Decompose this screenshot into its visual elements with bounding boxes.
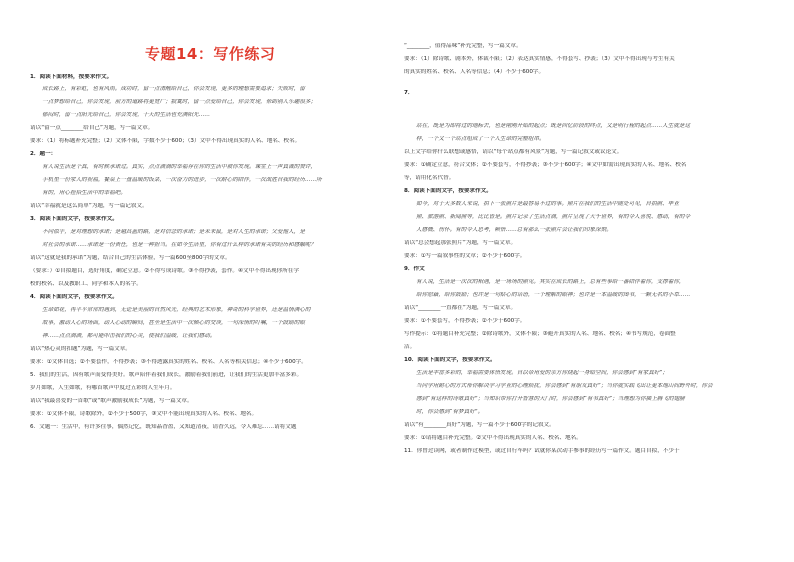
text-line: 2．题一：	[30, 151, 57, 157]
text-line: 要求：①写一篇叙事性的文章；②不少于600字。	[404, 253, 526, 259]
text-line: 照、旅游照、新闻照等，比比皆是。照片记录了生活点滴，照片呈现了大千世界，有的令人喜悦、感动，有的令	[416, 214, 691, 220]
text-line: 请以“幸福就是这么简单”为题，写一篇记叙文。	[30, 203, 148, 209]
text-line: 岁月如歌，人生如歌，有哪首歌声中度过五彩的人生年月。	[30, 385, 176, 391]
text-line: 故事，激动人心的场面，动人心动的瞬间，甚至是生活中一次倾心的交谈，一句深情的叮嘱，一个鼓励的眼	[42, 320, 305, 326]
text-line: 要求：①不要套写，不得抄袭；②不少于600字。	[404, 318, 526, 324]
text-line: 请以“这就是我的承诺”为题，结合自己的生活体验，写一篇600至800字的文章。	[30, 255, 231, 261]
text-line: 以上文字给你什么联想或感悟，请以“每个站点都有风景”为题，写一篇记叙文或议论文。	[404, 149, 623, 155]
text-line: 4．阅读下面的文字，按要求作文。	[30, 294, 118, 300]
text-line: 郁闷时，留一点阳光给自己，你会发现，干天的生活也充满阳光……	[42, 112, 210, 118]
text-line: 神……点点滴滴，都可能叩击我们的心灵，使我们温暖，让我们感动。	[42, 333, 216, 339]
text-line: 校的校名、以及教职工、同学和本人的名字。	[30, 281, 142, 287]
text-line: 人感慨、伤怀。有的令人思考，顿悟……总有那么一张照片会让我们印象深刻。	[416, 227, 612, 233]
text-line: 8．阅读下面的文字，按要求作文。	[404, 188, 492, 194]
text-line: 请以“我最喜爱的一首歌”或“歌声激励我成长”为题，写一篇文章。	[30, 398, 193, 404]
text-line: 样，一个又一个站点组成了一个人生命的完整组串。	[416, 136, 545, 142]
text-line: 要求：①文体不限，诗歌除外，②不少于500字，③文中不能出现真实的人名、校名、地名。	[30, 411, 258, 417]
text-line: 要求：（1）除诗歌、剧本外，体裁不限；（2）表达真实情感，不得套写、抄袭；（3）文中不得出现与考生有关	[404, 56, 675, 62]
text-line: 一点梦想给自己，你会发现，前方的道路将更宽广；寂寞时，留一点爱给自己，你会发现，帮助别人乐趣很多；	[42, 99, 317, 105]
text-line: 有的，用心捡拾生活中的幸福吧。	[42, 190, 126, 196]
text-line: 请以“热心灵的扣题”为题，写一篇文章。	[30, 346, 131, 352]
text-line: “________，值得品味”补充完整，写一篇文章。	[404, 43, 522, 49]
text-line: 生命如花，再平平常常的遇到，无论是美丽的自然风光，经典的艺术形象，神奇的科学世界，还是温情满心的	[42, 307, 311, 313]
text-line: 时，你会感到“有梦真好”。	[416, 409, 484, 415]
text-line: 感到“有这样的诗歌真好”；当知识带你打开智慧的大门时，你会感到“有书真好”；当理想为你插上腾飞的翅膀	[416, 396, 685, 402]
text-line: 手机里一份家人的祝福，餐桌上一盘温暖的饭菜，一次奋力的进步，一次耐心的陪伴，一次战胜自我的经历……所	[42, 177, 322, 183]
text-line: 给你慰藉，给你鼓励；也许是一句贴心的话语，一个理解的眼神；也许是一本温暖的图书，一颗无名的小草……	[416, 292, 691, 298]
text-line: 1．阅读下面材料，按要求作文。	[30, 74, 113, 80]
text-line: 如今，对于大多数人来说，拍下一张照片是最容易不过的事。照片在我们的生活中随处可见，自拍照、毕业	[416, 201, 679, 207]
text-line: 请以“________一直都在”为题，写一篇文章。	[404, 305, 517, 311]
text-line: 写作提示：①将题目补充完整；②除诗歌外，文体不限；③避开真实的人名、地名、校名；④书写规范，卷面整	[404, 331, 676, 337]
text-line: 生活是丰富多彩的，幸福需要体悟发现。自以帝用爱的亲方你烧起一身暗空间，你会感到“有家真好”；	[416, 370, 668, 376]
text-line: 请以“有________真好”为题，写一篇不少于600字的记叙文。	[404, 422, 555, 428]
text-line: 3．阅读下面的文字，按要求作文。	[30, 216, 118, 222]
text-line: 9．作文	[404, 266, 425, 272]
text-line: 对社会的承诺……承诺是一份责任，也是一种担当。在如今生活里，你有过什么样的承诺有关的经历和感触呢？	[42, 242, 317, 248]
text-line: 当同学用耐心的方式帮你解决学习学业的心理烦扰，你会感到“有朋友真好”；当你就实践飞出让更本地山间野外时，你会	[416, 383, 713, 389]
text-line: 5．我们的生活，因有歌声而变得美好。歌声陪伴着我们成长，激励着我们前进，让我们的生活更加丰富多彩。	[30, 372, 303, 378]
text-line: 有人说生活是个真，有时候承诺过。真实，点点滴滴的幸福存在你的生活中被你发现。课室上一声真诚的赞许，	[42, 164, 317, 170]
text-line: 有人说，生活是一次次的相遇，是一场场的照见。其实在成长的路上，总有些事给一番陪伴着你，支撑着你，	[416, 279, 685, 285]
page-title: 专题14：写作练习	[145, 45, 276, 63]
text-line: 要求：①请将题目补充完整。②文中不得出现真实的人名、校名、地名。	[404, 435, 582, 441]
text-line: 11．你曾过读网，或者制作过模型，或过自行车吗？试就你某次动手参事的经历写一篇作文。题目自拟，不少于	[404, 448, 680, 454]
text-line: 不同似乎，是对理想的承诺；是越昌蓝的路，是对信念的承诺；是未来鼠，是对人生的承诺；父爱他人，是	[42, 229, 305, 235]
text-line: 的真实的姓名、校名、人名等信息；（4）不少于600字。	[404, 69, 545, 75]
text-line: 洁。	[404, 344, 416, 350]
text-line: 等，请用化名代替。	[404, 175, 455, 181]
text-line: （要求：）①自拟题目，选好角度，确定立意。②不得写成诗歌。③不得抄袭，套作。④文中不得出现你所在学	[30, 268, 299, 274]
text-line: 10．阅读下面的文字，按要求作文。	[404, 357, 496, 363]
text-line: 站在，既是为即将过的地标去，也是刚刚开始的起点；既是回忆阶段的终点，又是明行程的起点……人生就是这	[416, 123, 691, 129]
text-line: 6．文题一：生活中，有许多往事，偶然记忆，既知晶香盈，又知道清夜，请香久远，令人难忘……请将文题	[30, 424, 297, 430]
text-line: 7．	[404, 90, 414, 96]
text-line: 要求：①确定立意，符合文体；②不要套写，不得抄袭；③不少于600字；④文中如需出现真实的人名、地名、校名	[404, 162, 687, 168]
text-line: 成长路上，有彩虹，也有风雨。成功时，留一点清醒给自己，你会发现，更多的理想需要追求；失败时，留	[42, 86, 305, 92]
text-line: 要求：①文体自选；②不要套作，不得抄袭；③不得透露真实的姓名、校名、人名等相关信息；④不少于600字。	[30, 359, 307, 365]
text-line: 请以“留一点________给自己”为题，写一篇文章。	[30, 125, 154, 131]
text-line: 请以“总会想起那张照片”为题，写一篇文章。	[404, 240, 517, 246]
text-line: 要求：（1）将标题补充完整；（2）文体不限，字数不少于600；（3）文中不得出现真实的人名、地名、校名。	[30, 138, 301, 144]
